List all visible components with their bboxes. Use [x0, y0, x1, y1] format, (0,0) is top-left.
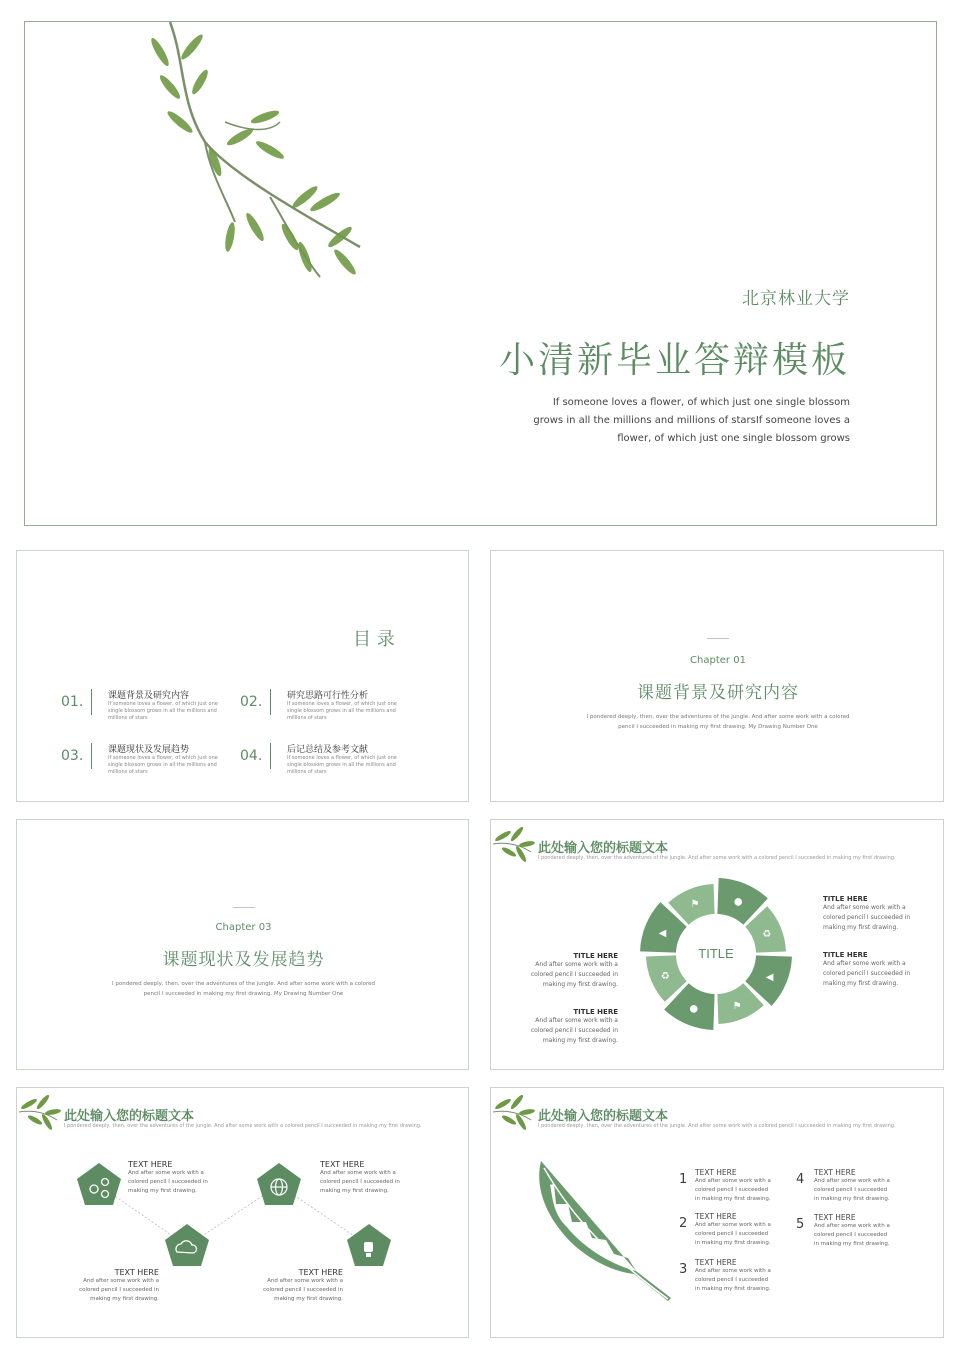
- slide-title: 此处输入您的标题文本: [64, 1109, 195, 1124]
- list-number: 4: [796, 1172, 805, 1187]
- list-text: [814, 1222, 890, 1249]
- ring-center-label: TITLE: [698, 946, 734, 961]
- toc-divider: [91, 689, 92, 715]
- ring-item-left-1: [531, 952, 618, 990]
- cover-line: grows in all the millions and millions of starsIf someone loves a: [533, 415, 850, 426]
- cover-line: flower, of which just one single blossom grows: [617, 433, 850, 444]
- text-line: making my first drawing.: [274, 1296, 343, 1302]
- text-line: making my first drawing.: [128, 1188, 197, 1194]
- person-icon: ●: [689, 1003, 699, 1015]
- text-line: And after some work with a: [320, 1170, 396, 1176]
- text-line: making my first drawing.: [542, 981, 618, 988]
- toc-number: 02.: [240, 694, 263, 710]
- toc-divider: [91, 743, 92, 769]
- text-line: And after some work with a: [814, 1178, 890, 1184]
- text-line: And after some work with a: [535, 961, 618, 968]
- speaker-icon: ◀: [765, 972, 774, 984]
- text-line: And after some work with a: [128, 1170, 204, 1176]
- list-text: [814, 1177, 890, 1204]
- list-title: TEXT HERE: [695, 1168, 737, 1177]
- cover-line: If someone loves a flower, of which just one single blossom: [552, 397, 850, 408]
- text-line: colored pencil I succeeded in: [530, 1027, 618, 1034]
- toc-title: 课题背景及研究内容: [108, 691, 190, 701]
- ring-item-text: [531, 1016, 618, 1046]
- list-text: [695, 1267, 771, 1294]
- text-line: colored pencil I succeeded: [814, 1187, 888, 1193]
- toc-heading: 目 录: [353, 629, 395, 650]
- text-line: And after some work with a: [83, 1278, 159, 1284]
- ring-item-title: TITLE HERE: [573, 1008, 618, 1016]
- chapter-text: [17, 979, 470, 999]
- pentagon-shape: [77, 1163, 121, 1205]
- toc-text: If someone loves a flower, of which just one single blossom grows in all the millions and millions of stars: [287, 701, 397, 721]
- recycle-icon: ♻: [762, 928, 772, 940]
- list-number: 5: [796, 1217, 805, 1232]
- text-line: in making my first drawing.: [814, 1196, 890, 1202]
- text-line: colored pencil I succeeded in: [128, 1179, 208, 1185]
- slide-title: 此处输入您的标题文本: [538, 841, 669, 856]
- pentagon-shape: [165, 1224, 209, 1266]
- toc-text: If someone loves a flower, of which just one single blossom grows in all the millions and millions of stars: [108, 755, 218, 775]
- cover-description: [533, 394, 850, 448]
- penta-item-text: [128, 1169, 208, 1196]
- cover-title: 小清新毕业答辩模板: [498, 340, 850, 381]
- speaker-icon: ◀: [658, 927, 667, 939]
- toc-title: 研究思路可行性分析: [287, 691, 369, 701]
- pentagon-slide: [16, 1087, 469, 1338]
- text-line: colored pencil I succeeded in: [320, 1179, 400, 1185]
- toc-text: If someone loves a flower, of which just one single blossom grows in all the millions and millions of stars: [287, 755, 397, 775]
- ring-item-title: TITLE HERE: [823, 951, 868, 959]
- university-name: 北京林业大学: [742, 289, 850, 309]
- toc-title: 课题现状及发展趋势: [108, 745, 190, 755]
- text-line: colored pencil I succeeded in: [530, 971, 618, 978]
- toc-title: 后记总结及参考文献: [287, 745, 369, 755]
- text-line: And after some work with a: [695, 1178, 771, 1184]
- penta-item-title: TEXT HERE: [320, 1160, 365, 1169]
- toc-number: 04.: [240, 748, 263, 764]
- penta-item: [128, 1160, 208, 1196]
- text-line: making my first drawing.: [823, 980, 899, 987]
- person-icon: ●: [733, 896, 743, 908]
- chapter3-slide: [16, 819, 469, 1070]
- chapter-text-line: I pondered deeply, then, over the adventures of the jungle. And after some work with a colored: [586, 714, 850, 720]
- ring-item-title: TITLE HERE: [823, 895, 868, 903]
- toc-text: If someone loves a flower, of which just one single blossom grows in all the millions and millions of stars: [108, 701, 218, 721]
- toc-item[interactable]: [240, 689, 420, 719]
- list-number: 2: [679, 1216, 688, 1231]
- leaf-sprig-icon: [491, 824, 535, 864]
- text-line: in making my first drawing.: [695, 1240, 771, 1246]
- flag-icon: ⚑: [732, 1000, 742, 1012]
- chapter1-slide: [490, 550, 944, 802]
- toc-item[interactable]: [61, 743, 241, 773]
- penta-item: [263, 1268, 343, 1304]
- leaf-list-slide: [490, 1087, 944, 1338]
- penta-item: [79, 1268, 159, 1304]
- branch-illustration: [130, 22, 370, 287]
- chapter-text-line: I pondered deeply, then, over the adventures of the jungle. And after some work with a colored: [111, 981, 376, 987]
- text-line: And after some work with a: [695, 1222, 771, 1228]
- list-text: [695, 1221, 771, 1248]
- list-title: TEXT HERE: [695, 1212, 737, 1221]
- text-line: colored pencil I succeeded: [695, 1231, 769, 1237]
- text-line: And after some work with a: [267, 1278, 343, 1284]
- text-line: making my first drawing.: [320, 1188, 389, 1194]
- list-title: TEXT HERE: [695, 1258, 737, 1267]
- text-line: in making my first drawing.: [695, 1196, 771, 1202]
- ring-item-text: [823, 903, 910, 933]
- chapter-text-line: pencil I succeeded in making my first drawing. My Drawing Number One: [143, 991, 344, 997]
- toc-item[interactable]: [61, 689, 241, 719]
- text-line: colored pencil I succeeded: [695, 1187, 769, 1193]
- text-line: colored pencil I succeeded: [695, 1277, 769, 1283]
- text-line: And after some work with a: [823, 904, 906, 911]
- leaf-sprig-icon: [491, 1092, 535, 1132]
- list-title: TEXT HERE: [814, 1168, 856, 1177]
- list-text: [695, 1177, 771, 1204]
- penta-item-title: TEXT HERE: [114, 1268, 159, 1277]
- ring-slide: [490, 819, 944, 1070]
- chapter-label: Chapter 01: [690, 655, 746, 666]
- toc-slide: [16, 550, 469, 802]
- penta-item-text: [79, 1277, 159, 1304]
- cover-slide: [24, 21, 937, 526]
- text-line: colored pencil I succeeded: [814, 1232, 888, 1238]
- slide-title: 此处输入您的标题文本: [538, 1109, 669, 1124]
- slide-subtitle: I pondered deeply, then, over the adventures of the jungle. And after some work with a colored pencil I succeeded in making my first drawing.: [538, 855, 896, 861]
- text-line: colored pencil I succeeded in: [263, 1287, 343, 1293]
- ring-item-right-2: [823, 951, 910, 989]
- slide-subtitle: I pondered deeply, then, over the adventures of the jungle. And after some work with a colored pencil I succeeded in making my first drawing.: [538, 1123, 896, 1129]
- chapter-title: 课题现状及发展趋势: [162, 950, 325, 970]
- slide-subtitle: I pondered deeply, then, over the adventures of the jungle. And after some work with a colored pencil I succeeded in making my first drawing.: [64, 1123, 422, 1129]
- text-line: And after some work with a: [535, 1017, 618, 1024]
- list-number: 3: [679, 1262, 688, 1277]
- pentagon-shape: [257, 1163, 301, 1205]
- chapter-rule: [707, 638, 729, 639]
- text-line: colored pencil I succeeded in: [823, 914, 911, 921]
- toc-divider: [270, 743, 271, 769]
- chapter-rule: [233, 907, 255, 908]
- text-line: making my first drawing.: [823, 924, 899, 931]
- penta-item-text: [263, 1277, 343, 1304]
- text-line: making my first drawing.: [542, 1037, 618, 1044]
- ring-item-text: [823, 959, 910, 989]
- penta-item-text: [320, 1169, 400, 1196]
- penta-item-title: TEXT HERE: [128, 1160, 173, 1169]
- text-line: making my first drawing.: [90, 1296, 159, 1302]
- toc-number: 01.: [61, 694, 84, 710]
- ring-item-text: [531, 960, 618, 990]
- list-title: TEXT HERE: [814, 1213, 856, 1222]
- ring-item-right-1: [823, 895, 910, 933]
- text-line: And after some work with a: [695, 1268, 771, 1274]
- chapter-label: Chapter 03: [215, 922, 272, 933]
- cycle-ring-diagram: [636, 874, 796, 1034]
- text-line: in making my first drawing.: [814, 1241, 890, 1247]
- text-line: in making my first drawing.: [695, 1286, 771, 1292]
- toc-number: 03.: [61, 748, 84, 764]
- ring-item-left-2: [531, 1008, 618, 1046]
- chapter-title: 课题背景及研究内容: [637, 683, 799, 703]
- toc-divider: [270, 689, 271, 715]
- text-line: colored pencil I succeeded in: [79, 1287, 159, 1293]
- text-line: And after some work with a: [823, 960, 906, 967]
- penta-item: [320, 1160, 400, 1196]
- list-number: 1: [679, 1172, 688, 1187]
- text-line: colored pencil I succeeded in: [823, 970, 911, 977]
- text-line: And after some work with a: [814, 1223, 890, 1229]
- ring-item-title: TITLE HERE: [573, 952, 618, 960]
- recycle-icon: ♻: [660, 971, 670, 983]
- penta-item-title: TEXT HERE: [298, 1268, 343, 1277]
- chapter-text: [491, 712, 945, 732]
- big-leaf-icon: [536, 1156, 676, 1301]
- chapter-text-line: pencil I succeeded in making my first drawing. My Drawing Number One: [618, 724, 818, 730]
- toc-item[interactable]: [240, 743, 420, 773]
- flag-icon: ⚑: [690, 899, 700, 911]
